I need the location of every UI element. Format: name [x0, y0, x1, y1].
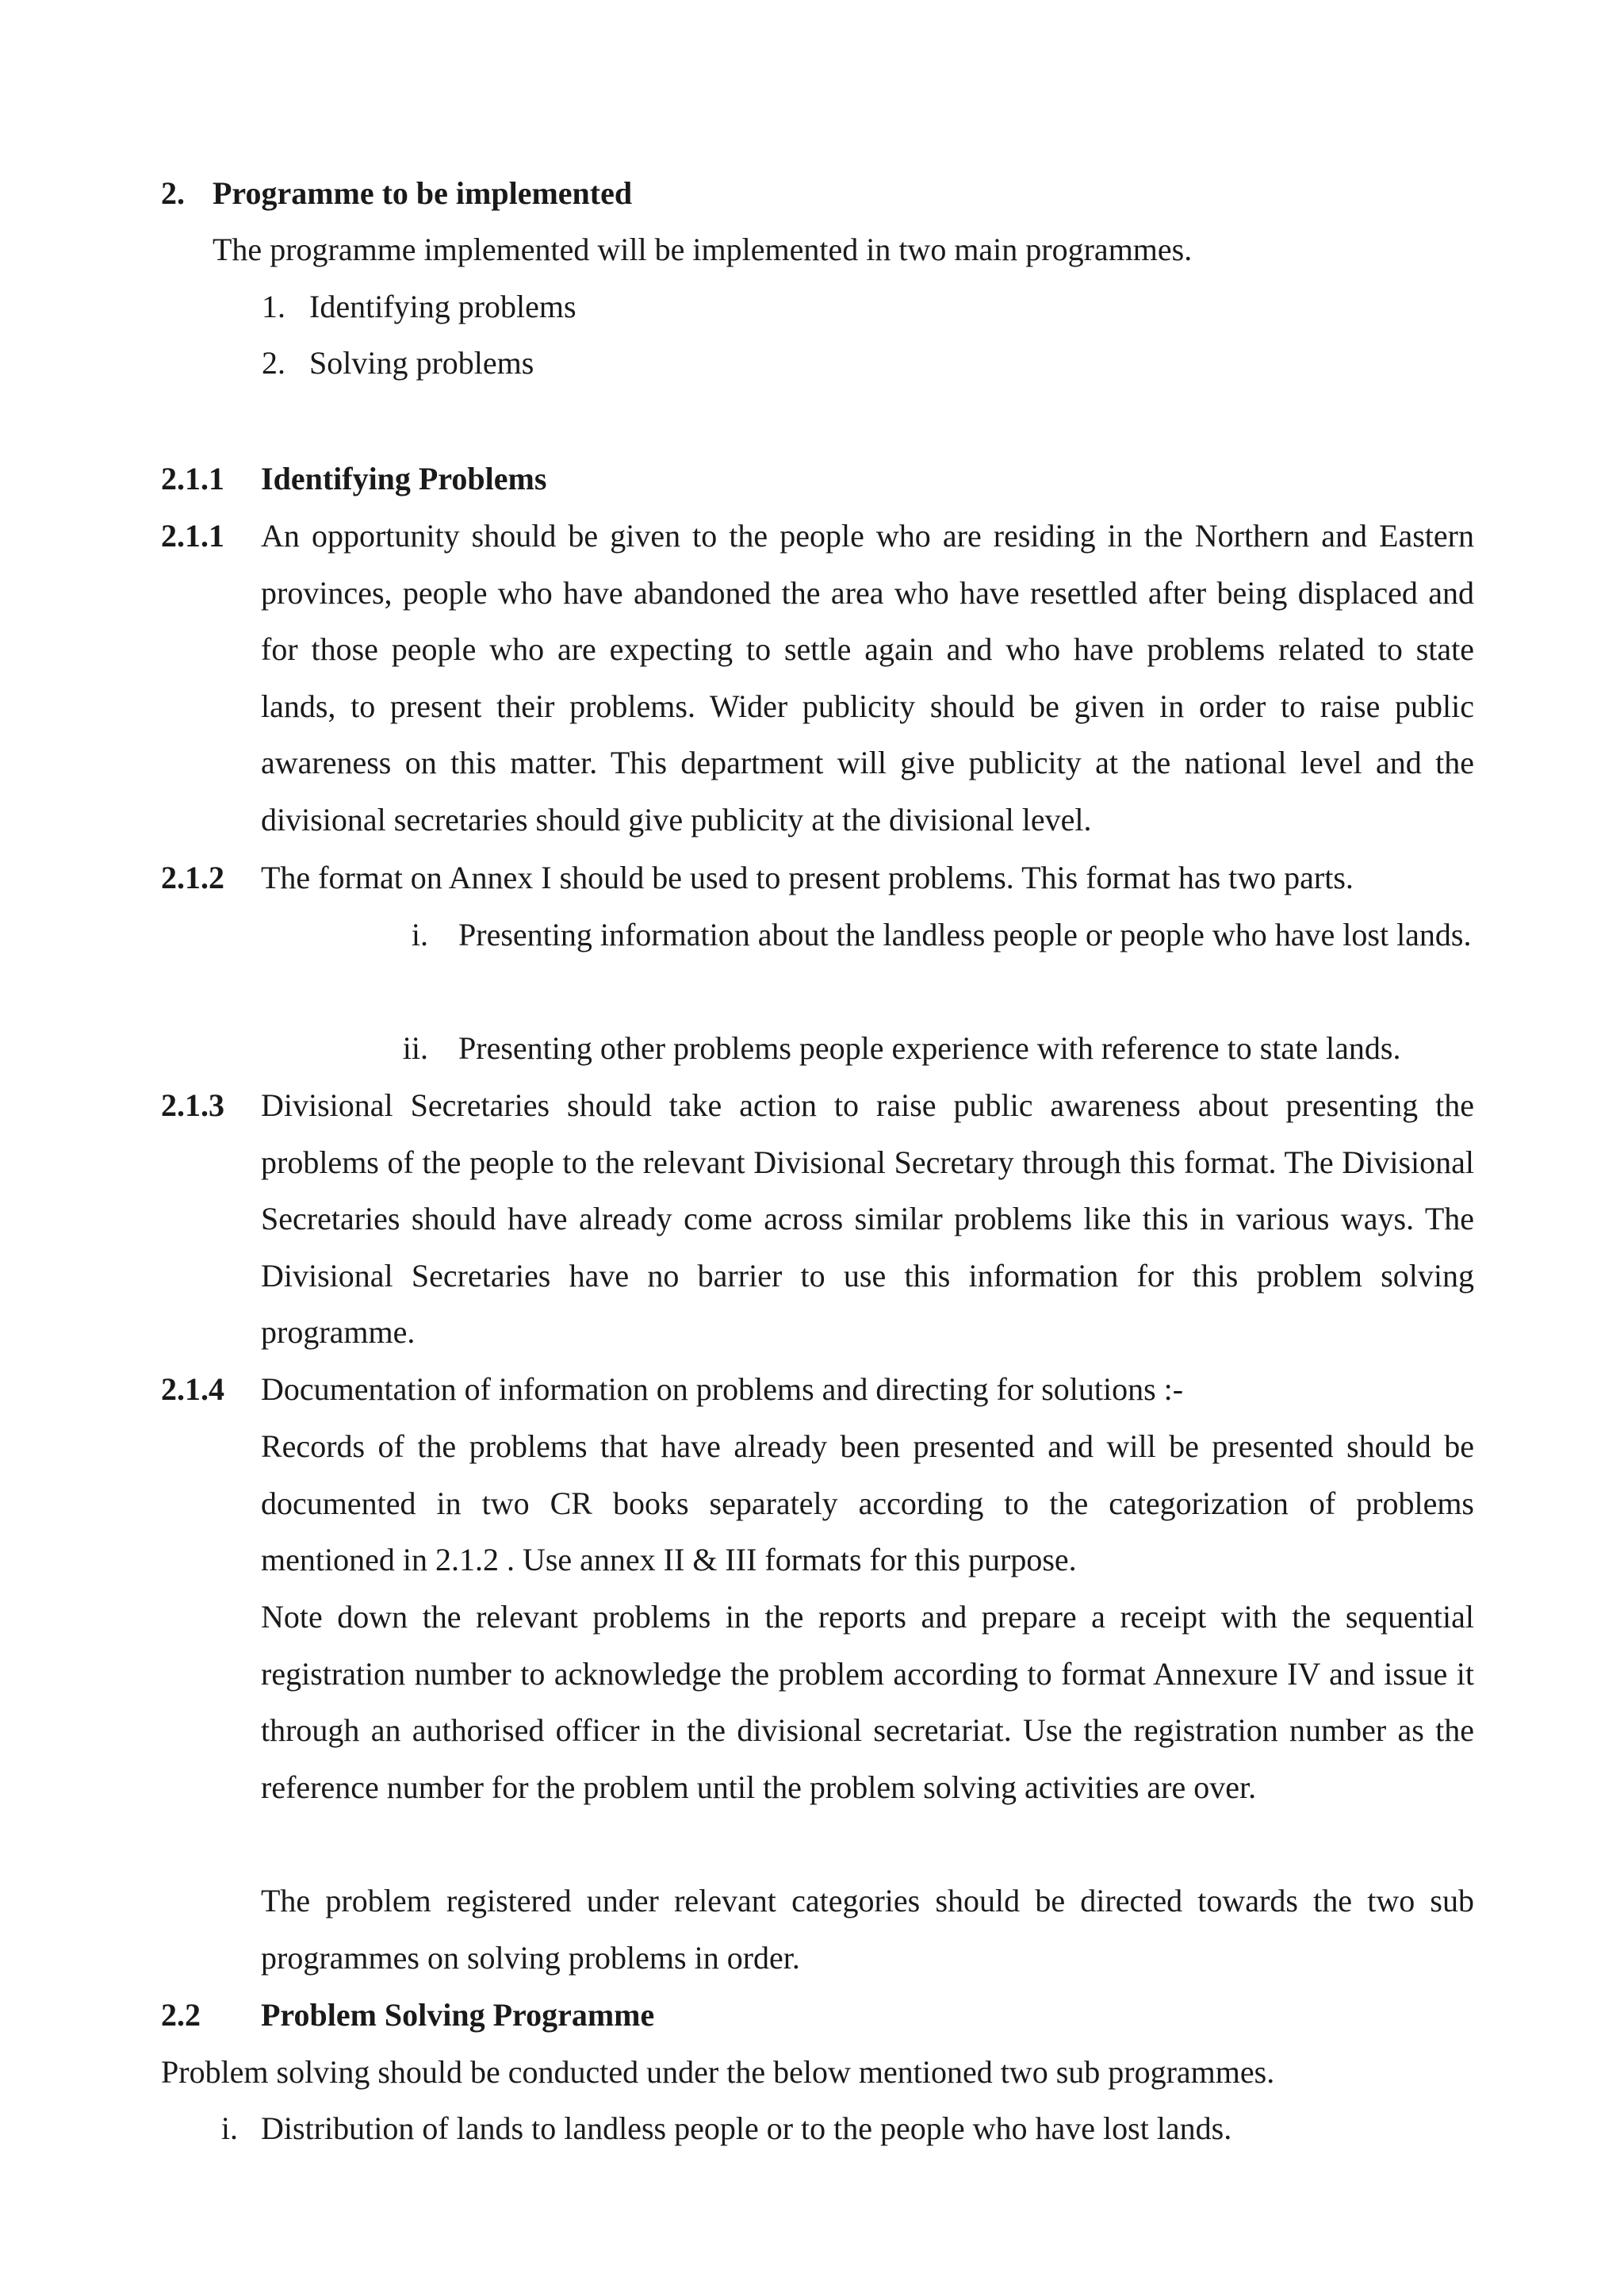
- list-marker: i.: [411, 917, 428, 953]
- subsection-title: Identifying Problems: [261, 461, 547, 496]
- section-intro: The programme implemented will be implemented in two main programmes.: [213, 232, 1193, 267]
- paragraph-number: 2.1.2: [161, 860, 224, 895]
- subsection-number: 2.2: [161, 1997, 201, 2033]
- section-number: 2.: [161, 175, 185, 211]
- subsection-intro: Problem solving should be conducted under the below mentioned two sub programmes.: [161, 2054, 1275, 2090]
- list-item: Solving problems: [309, 345, 534, 381]
- paragraph-text: An opportunity should be given to the people who are residing in the Northern and Eastern provinces, people who have abandoned the area who have resettled after being displaced and for those people who are expecting to settle again and who have problems related to state lands, to present their problems. Wider publicity should be given in order to raise public awareness on this matter. This department will give publicity at the national level and the divisional secretaries should give publicity at the divisional level.: [261, 518, 1474, 838]
- paragraph-number: 2.1.4: [161, 1371, 224, 1407]
- list-item: Presenting information about the landless people or people who have lost lands.: [458, 917, 1472, 953]
- paragraph-text: Note down the relevant problems in the reports and prepare a receipt with the sequential registration number to acknowledge the problem according to format Annexure IV and issue it through an authorised officer in the divisional secretariat. Use the registration number as the reference number for the problem until the problem solving activities are over.: [261, 1599, 1474, 1805]
- paragraph-text: Divisional Secretaries should take action to raise public awareness about presenting the problems of the people to the relevant Divisional Secretary through this format. The Divisional Secretaries should have already come across similar problems like this in various ways. The Divisional Secretaries have no barrier to use this information for this problem solving programme.: [261, 1087, 1474, 1351]
- list-marker: 1.: [262, 289, 285, 324]
- subsection-number: 2.1.1: [161, 461, 224, 496]
- subsection-title: Problem Solving Programme: [261, 1997, 655, 2033]
- list-marker: 2.: [262, 345, 285, 381]
- paragraph-number: 2.1.1: [161, 518, 224, 554]
- section-title: Programme to be implemented: [213, 175, 633, 211]
- paragraph-text: The format on Annex I should be used to present problems. This format has two parts.: [261, 860, 1354, 895]
- list-marker: ii.: [402, 1030, 428, 1066]
- paragraph-text: The problem registered under relevant categories should be directed towards the two sub programmes on solving problems in order.: [261, 1883, 1474, 1976]
- list-item: Identifying problems: [309, 289, 576, 324]
- list-item: Distribution of lands to landless people or to the people who have lost lands.: [261, 2110, 1232, 2146]
- list-item: Presenting other problems people experience with reference to state lands.: [458, 1030, 1401, 1066]
- paragraph-heading: Documentation of information on problems and directing for solutions :-: [261, 1371, 1184, 1407]
- paragraph-number: 2.1.3: [161, 1087, 224, 1123]
- list-marker: i.: [220, 2110, 238, 2146]
- paragraph-text: Records of the problems that have already been presented and will be presented should be documented in two CR books separately according to the categorization of problems mentioned in 2.1.2 . Use annex II & III formats for this purpose.: [261, 1428, 1474, 1578]
